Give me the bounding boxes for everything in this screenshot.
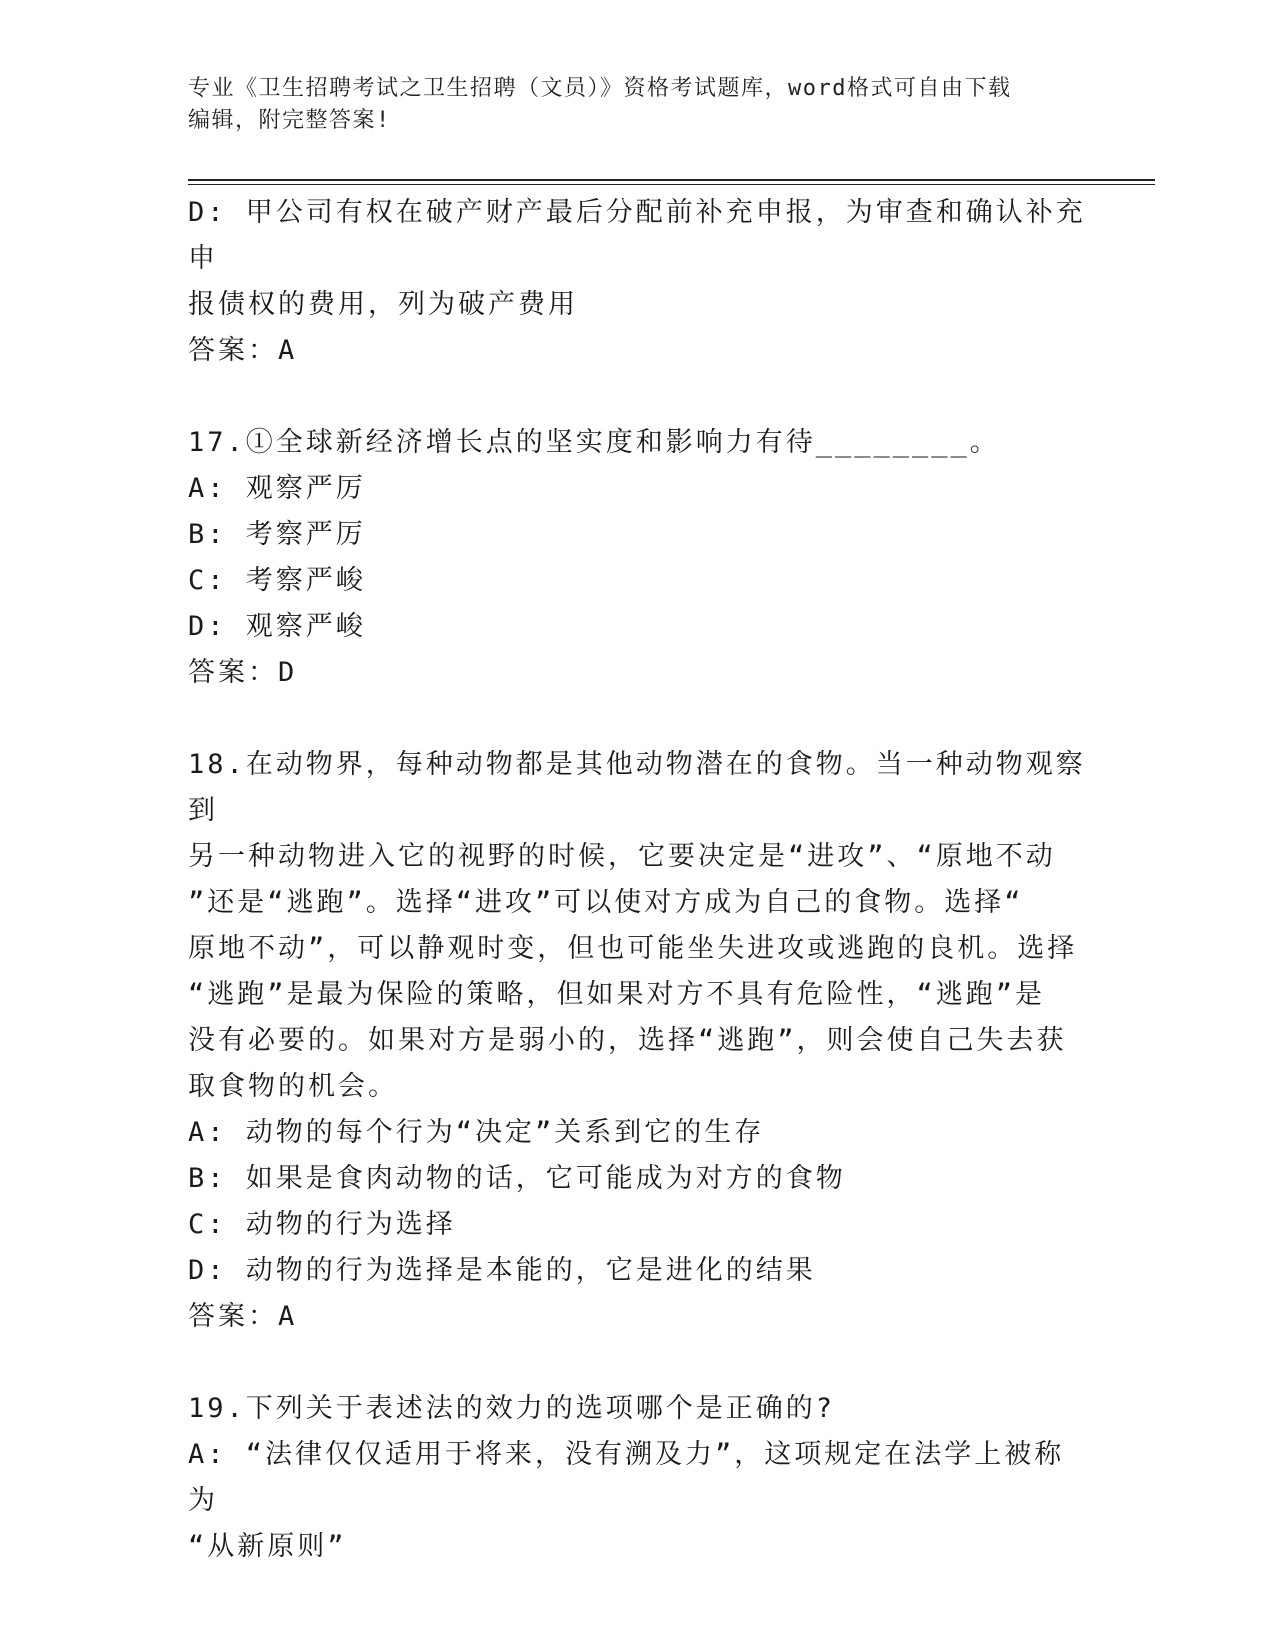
q19-option-a-line-2: “从新原则”: [188, 1531, 347, 1562]
q17-answer: 答案：D: [188, 657, 298, 688]
q18-option-a: A: 动物的每个行为“决定”关系到它的生存: [188, 1117, 765, 1148]
spacer: [188, 374, 1088, 420]
q17-option-c: C: 考察严峻: [188, 565, 366, 596]
q18-option-b: B: 如果是食肉动物的话，它可能成为对方的食物: [188, 1163, 846, 1194]
q18-stem-line: 取食物的机会。: [188, 1071, 398, 1102]
q16-option-d-line-1: D: 甲公司有权在破产财产最后分配前补充申报，为审查和确认补充申: [188, 197, 1086, 274]
q18-answer: 答案：A: [188, 1301, 298, 1332]
q16-answer: 答案：A: [188, 335, 298, 366]
spacer: [188, 1340, 1088, 1386]
question-content: [188, 190, 1088, 1570]
q18-stem-line: 没有必要的。如果对方是弱小的，选择“逃跑”，则会使自己失去获: [188, 1025, 1067, 1056]
q18-stem-line: ”还是“逃跑”。选择“进攻”可以使对方成为自己的食物。选择“: [188, 887, 1024, 918]
header-rule-thin: [188, 184, 1155, 185]
q18-stem-line: 另一种动物进入它的视野的时候，它要决定是“进攻”、“原地不动: [188, 841, 1056, 872]
q18-option-c: C: 动物的行为选择: [188, 1209, 456, 1240]
header-line-1: 专业《卫生招聘考试之卫生招聘（文员）》资格考试题库，word格式可自由下载: [188, 76, 1012, 101]
question-16-tail: [188, 190, 1088, 374]
question-18: [188, 742, 1088, 1340]
q18-stem-line: 18.在动物界，每种动物都是其他动物潜在的食物。当一种动物观察到: [188, 749, 1086, 826]
question-17: [188, 420, 1088, 696]
page-header: [188, 73, 1088, 137]
q17-option-b: B: 考察严厉: [188, 519, 366, 550]
q18-option-d: D: 动物的行为选择是本能的，它是进化的结果: [188, 1255, 816, 1286]
q17-stem: 17.①全球新经济增长点的坚实度和影响力有待________。: [188, 427, 1000, 458]
spacer: [188, 696, 1088, 742]
q18-stem-line: 原地不动”，可以静观时变，但也可能坐失进攻或逃跑的良机。选择: [188, 933, 1078, 964]
q18-stem-line: “逃跑”是最为保险的策略，但如果对方不具有危险性，“逃跑”是: [188, 979, 1046, 1010]
q19-option-a-line-1: A: “法律仅仅适用于将来，没有溯及力”，这项规定在法学上被称为: [188, 1439, 1065, 1516]
q16-option-d-line-2: 报债权的费用，列为破产费用: [188, 289, 578, 320]
question-19: [188, 1386, 1088, 1570]
q17-option-a: A: 观察严厉: [188, 473, 366, 504]
header-line-2: 编辑，附完整答案!: [188, 108, 391, 133]
q17-option-d: D: 观察严峻: [188, 611, 366, 642]
header-rule-thick: [188, 179, 1155, 181]
q19-stem: 19.下列关于表述法的效力的选项哪个是正确的?: [188, 1393, 836, 1424]
